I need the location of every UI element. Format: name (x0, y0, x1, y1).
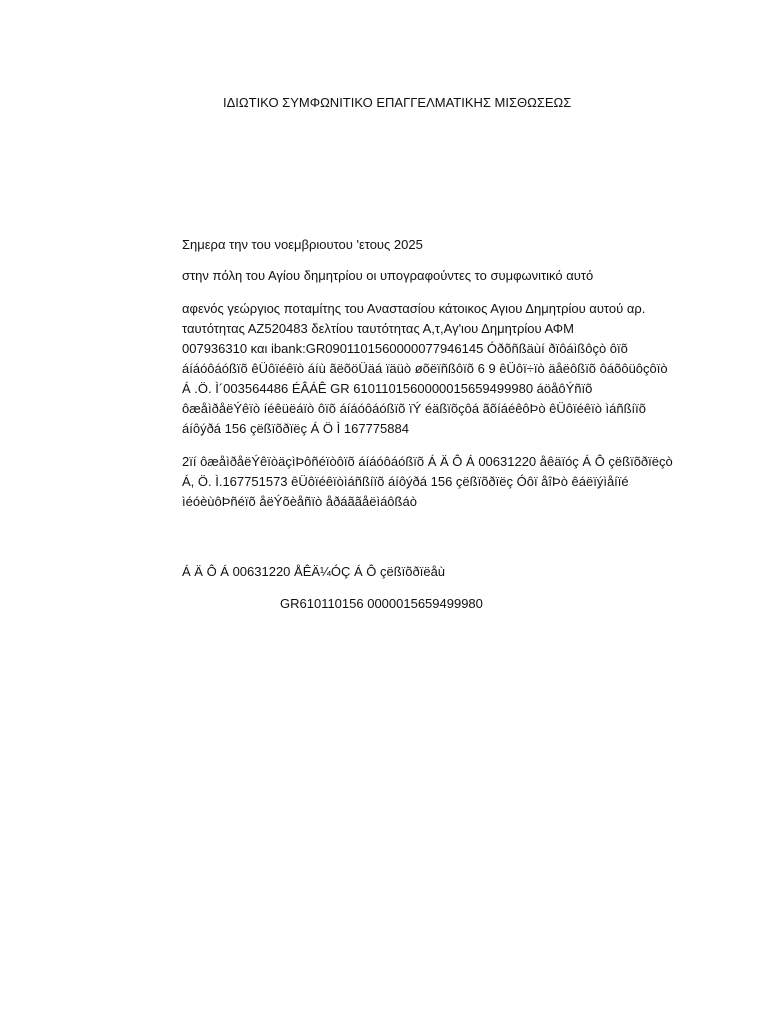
party1-line: áíôýðá 156 çëßïõðïëç Á Ö Ì 167775884 (182, 421, 409, 436)
iban-line: GR610110156 0000015659499980 (280, 596, 483, 611)
party2-paragraph (182, 452, 702, 512)
party2-line: ìéóèùôÞñéïõ åëÝõèåñïò åðáããåëìáôßáò (182, 494, 417, 509)
party2-line: Á, Ö. Ì.167751573 êÜôïéêïòìáñßíïõ áíôýðá 156 çëßïõðïëç Óôï åîÞò êáëïýìåíïé (182, 474, 629, 489)
party1-line: ôæåìðåëÝêïò íéêüëáïò ôïõ áíáóôáóßïõ ïÝ éäßïõçôá ãõíáéêôÞò êÜôïéêïò ìáñßíïõ (182, 401, 647, 416)
adt-line: Á Ä Ô Á 00631220 ÅÊÄ¼ÓÇ Á Ô çëßïõðïëåù (182, 564, 446, 579)
party1-line: 007936310 και ibank:GR0901101560000077946145 Óðõñßäùí ðïôáìßôçò ôïõ (182, 341, 628, 356)
place-line: στην πόλη του Αγίου δημητρίου οι υπογραφούντες το συμφωνιτικό αυτό (182, 268, 594, 283)
party2-line: 2ïí ôæåìðåëÝêïòäçìÞôñéïòôïõ áíáóôáóßïõ Á Ä Ô Á 00631220 åêäïóç Á Ô çëßïõðïëçò (182, 454, 673, 469)
party1-paragraph (182, 299, 702, 439)
party1-line: áíáóôáóßïõ êÜôïéêïò áíù ãëõöÜäá ïäüò øõëïñßôïõ 6 9 êÜôï÷ïò äåëôßïõ ôáõôüôçôïò (182, 361, 668, 376)
party1-line: Á .Ö. Ì´003564486 ÉÂÁÊ GR 6101101560000015659499980 áöåôÝñïõ (182, 381, 593, 396)
date-line: Σημερα την του νοεμβριουτου 'ετους 2025 (182, 237, 423, 252)
party1-line: αφενός γεώργιος ποταμίτης του Αναστασίου κάτοικος Αγιου Δημητρίου αυτού αρ. (182, 301, 646, 316)
party1-line: ταυτότητας ΑΖ520483 δελτίου ταυτότητας Α,τ,Αγ'ιου Δημητρίου ΑΦΜ (182, 321, 574, 336)
document-title: ΙΔΙΩΤΙΚΟ ΣΥΜΦΩΝΙΤΙΚΟ ΕΠΑΓΓΕΛΜΑΤΙΚΗΣ ΜΙΣΘΩΣΕΩΣ (223, 95, 572, 110)
